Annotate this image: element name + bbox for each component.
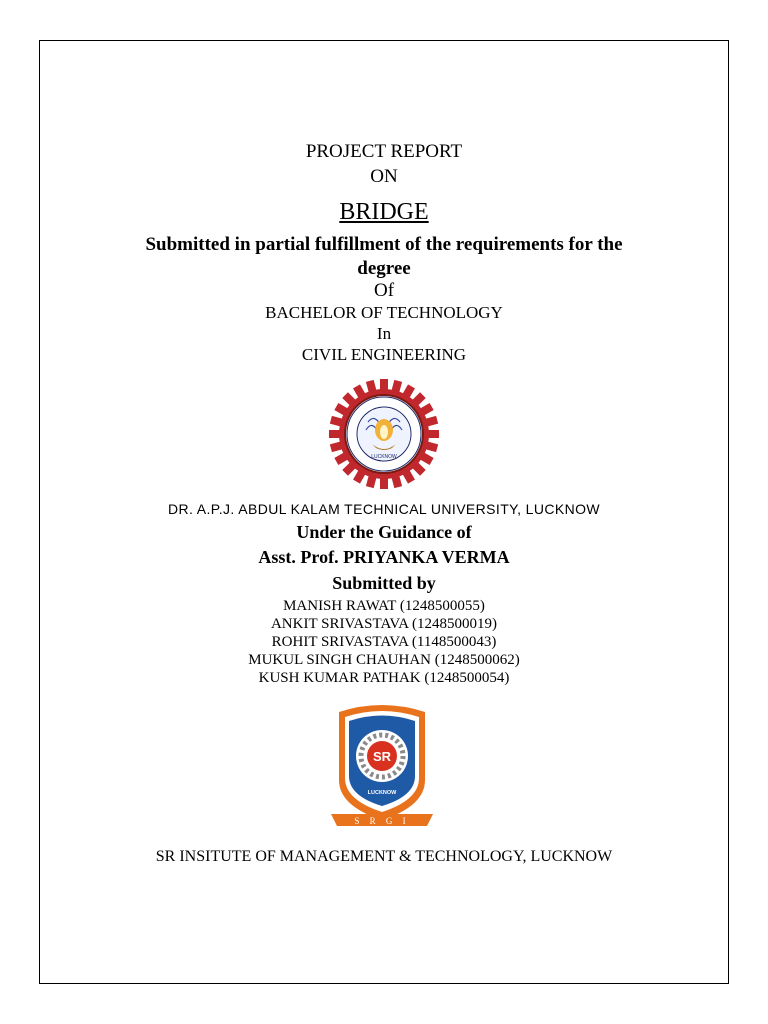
student-list-item: ROHIT SRIVASTAVA (1148500043) <box>271 634 497 650</box>
student-list-item: ANKIT SRIVASTAVA (1248500019) <box>270 616 498 632</box>
student-list-item: MANISH RAWAT (1248500055) <box>283 598 485 614</box>
of-label: Of <box>373 280 395 301</box>
svg-text:S R G I: S R G I <box>354 816 410 826</box>
institute-name: SR INSITUTE OF MANAGEMENT & TECHNOLOGY, LUCKNOW <box>155 848 613 865</box>
svg-text:LUCKNOW: LUCKNOW <box>367 790 397 796</box>
institute-logo <box>331 702 433 830</box>
svg-text:SR: SR <box>372 749 392 764</box>
guidance-label: Under the Guidance of <box>296 522 472 542</box>
report-heading: PROJECT REPORT <box>305 141 463 162</box>
submission-line-2: degree <box>357 258 411 279</box>
student-list-item: MUKUL SINGH CHAUHAN (1248500062) <box>248 652 520 668</box>
student-list-item: KUSH KUMAR PATHAK (1248500054) <box>258 670 510 686</box>
submission-line-1: Submitted in partial fulfillment of the requirements for the <box>145 234 623 255</box>
in-label: In <box>376 324 392 343</box>
university-seal-logo <box>328 378 440 490</box>
guide-name: Asst. Prof. PRIYANKA VERMA <box>258 547 510 567</box>
project-title: BRIDGE <box>339 199 429 225</box>
submitted-by-label: Submitted by <box>332 573 436 593</box>
degree-name: BACHELOR OF TECHNOLOGY <box>265 303 503 322</box>
report-on: ON <box>370 166 398 187</box>
branch-name: CIVIL ENGINEERING <box>301 345 467 364</box>
svg-text:LUCKNOW: LUCKNOW <box>371 454 397 460</box>
university-name: DR. A.P.J. ABDUL KALAM TECHNICAL UNIVERSITY, LUCKNOW <box>167 501 601 517</box>
